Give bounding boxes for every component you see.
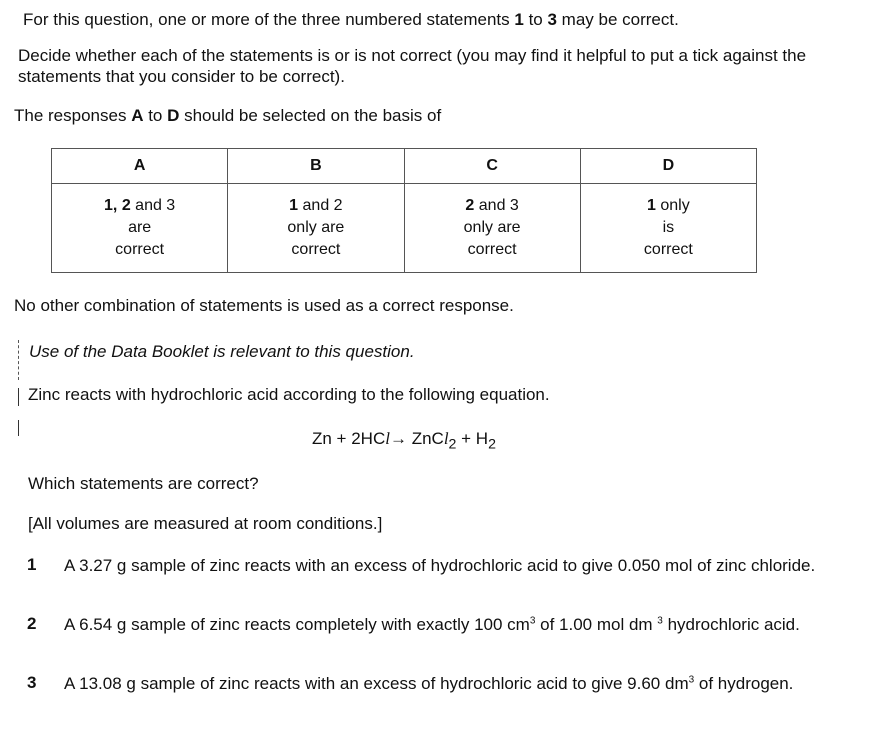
data-booklet-note: Use of the Data Booklet is relevant to this question. <box>29 342 415 361</box>
question-prompt: Which statements are correct? <box>28 474 259 493</box>
response-cell-c: 2 and 3 only are correct <box>404 184 580 273</box>
response-key-table <box>51 148 757 273</box>
volume-conditions-note: [All volumes are measured at room conditions.] <box>28 514 383 533</box>
instruction-line-1: For this question, one or more of the three numbered statements 1 to 3 may be correct. <box>23 10 679 29</box>
response-cell-d: 1 only is correct <box>580 184 756 273</box>
statement-text-1: A 3.27 g sample of zinc reacts with an excess of hydrochloric acid to give 0.050 mol of zinc chloride. <box>64 556 816 575</box>
response-header-a: A <box>52 149 228 184</box>
statement-number-1: 1 <box>27 555 37 574</box>
response-header-c: C <box>404 149 580 184</box>
response-cell-a: 1, 2 and 3 are correct <box>52 184 228 273</box>
statement-text-3: A 13.08 g sample of zinc reacts with an excess of hydrochloric acid to give 9.60 $dm^3$ of hydrogen. <box>64 674 794 693</box>
no-other-combination-note: No other combination of statements is used as a correct response. <box>14 296 514 315</box>
response-cell-b: 1 and 2 only are correct <box>228 184 404 273</box>
instruction-line-3: The responses A to D should be selected on the basis of <box>14 106 442 125</box>
margin-solid-line-2 <box>18 420 19 436</box>
response-header-d: D <box>580 149 756 184</box>
response-header-row <box>52 149 757 184</box>
response-header-b: B <box>228 149 404 184</box>
reaction-equation: Zn + 2HCl→ ZnCl$_2$ + $H_2$ <box>312 429 496 453</box>
statement-text-2: A 6.54 g sample of zinc reacts completely with exactly 100 $cm^3$ of 1.00 mol dm $^3$ hydrochloric acid. <box>64 615 800 634</box>
response-body-row <box>52 184 757 273</box>
instruction-line-2: Decide whether each of the statements is or is not correct (you may find it helpful to put a tick against the statements that you consider to be correct). <box>18 46 807 86</box>
statement-number-3: 3 <box>27 673 37 692</box>
question-stem: Zinc reacts with hydrochloric acid according to the following equation. <box>28 385 550 404</box>
margin-dashed-line <box>18 340 19 380</box>
statement-number-2: 2 <box>27 614 37 633</box>
margin-solid-line <box>18 388 19 406</box>
